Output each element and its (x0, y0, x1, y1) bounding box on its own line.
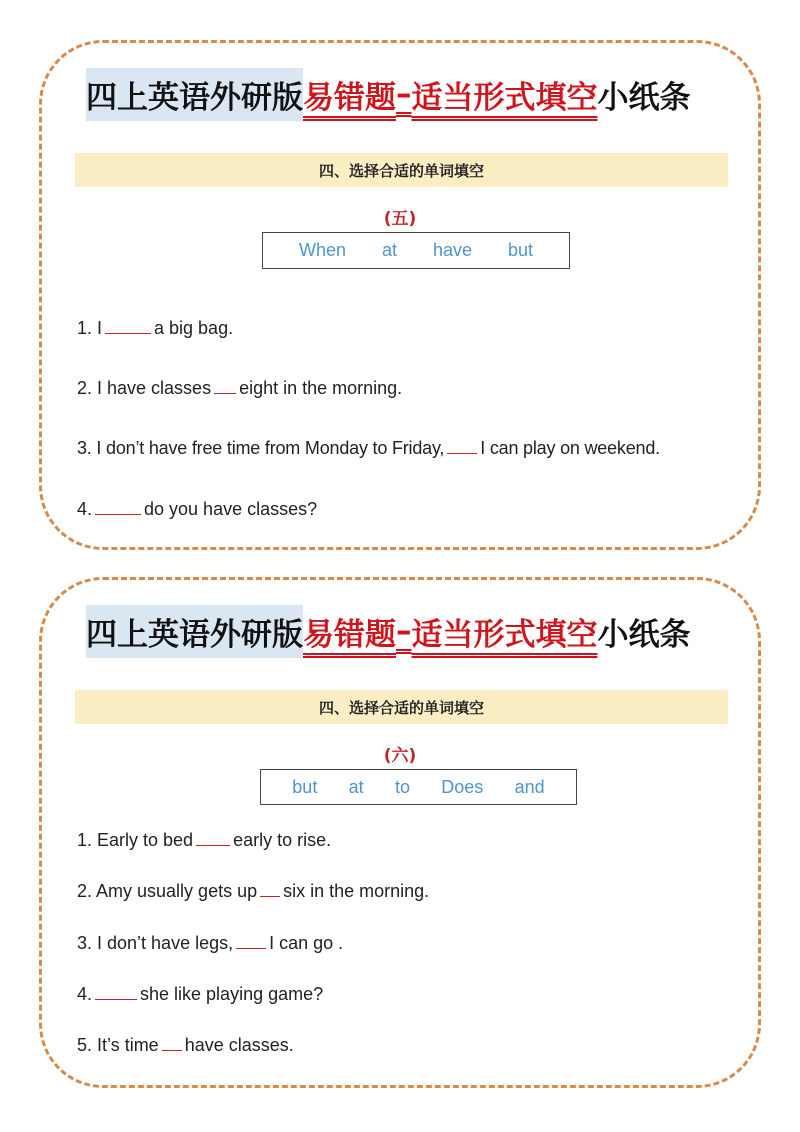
word-bank (262, 232, 570, 269)
word-bank-item: but (507, 240, 533, 260)
answer-blank[interactable] (105, 316, 151, 334)
card-title (86, 608, 691, 654)
part-label: (六) (383, 746, 417, 766)
answer-blank[interactable] (236, 931, 266, 949)
question-2 (77, 879, 429, 902)
question-text: eight in the morning. (239, 378, 403, 398)
title-part-4: 小纸条 (597, 616, 691, 653)
question-1 (77, 828, 331, 851)
word-bank-item: Does (441, 776, 484, 797)
title-part-2: 易错题 (303, 79, 396, 116)
question-text: six in the morning. (283, 881, 430, 901)
question-text: early to rise. (233, 830, 332, 850)
answer-blank[interactable] (447, 436, 477, 454)
question-text: 2. Amy usually gets up (77, 881, 258, 901)
question-3 (77, 436, 660, 459)
answer-blank[interactable] (162, 1033, 182, 1051)
title-part-1: 四上英语外研版 (86, 605, 303, 658)
question-text: do you have classes? (144, 499, 318, 519)
answer-blank[interactable] (214, 376, 236, 394)
title-part-2: 易错题 (303, 616, 396, 653)
title-part-4: 小纸条 (597, 79, 691, 116)
word-bank (260, 769, 577, 805)
question-text: 4. (77, 499, 93, 519)
title-part-3: 适当形式填空 (411, 79, 598, 116)
worksheet-card-1 (39, 40, 761, 550)
question-text: 5. It’s time (77, 1035, 159, 1055)
question-text: a big bag. (154, 318, 234, 338)
word-bank-item: to (394, 776, 410, 797)
title-part-1: 四上英语外研版 (86, 68, 303, 121)
question-2 (77, 376, 402, 399)
question-text: 3. I don’t have free time from Monday to Friday, (77, 438, 445, 458)
section-heading: 四、选择合适的单词填空 (75, 690, 728, 724)
question-text: she like playing game? (140, 984, 324, 1004)
word-bank-item: but (292, 776, 318, 797)
word-bank-item: have (432, 240, 472, 260)
section-heading: 四、选择合适的单词填空 (75, 153, 728, 187)
part-label: (五) (383, 209, 417, 229)
question-4 (77, 982, 323, 1005)
question-text: have classes. (184, 1035, 294, 1055)
question-text: 2. I have classes (77, 378, 212, 398)
question-4 (77, 497, 317, 520)
question-text: 3. I don’t have legs, (77, 933, 234, 953)
answer-blank[interactable] (260, 879, 280, 897)
word-bank-item: at (381, 240, 397, 260)
question-text: I can play on weekend. (480, 438, 660, 458)
question-text: 4. (77, 984, 93, 1004)
worksheet-card-2 (39, 577, 761, 1088)
word-bank-item: at (348, 776, 364, 797)
question-text: 1. Early to bed (77, 830, 194, 850)
title-part-3: 适当形式填空 (411, 616, 598, 653)
title-dash: – (396, 76, 412, 112)
question-1 (77, 316, 233, 339)
answer-blank[interactable] (95, 497, 141, 515)
answer-blank[interactable] (95, 982, 137, 1000)
card-title (86, 71, 691, 117)
question-text: I can go . (269, 933, 344, 953)
word-bank-item: When (298, 240, 346, 260)
title-dash: – (396, 613, 412, 649)
answer-blank[interactable] (196, 828, 230, 846)
question-text: 1. I (77, 318, 103, 338)
question-5 (77, 1033, 294, 1056)
word-bank-item: and (514, 776, 545, 797)
question-3 (77, 931, 343, 954)
